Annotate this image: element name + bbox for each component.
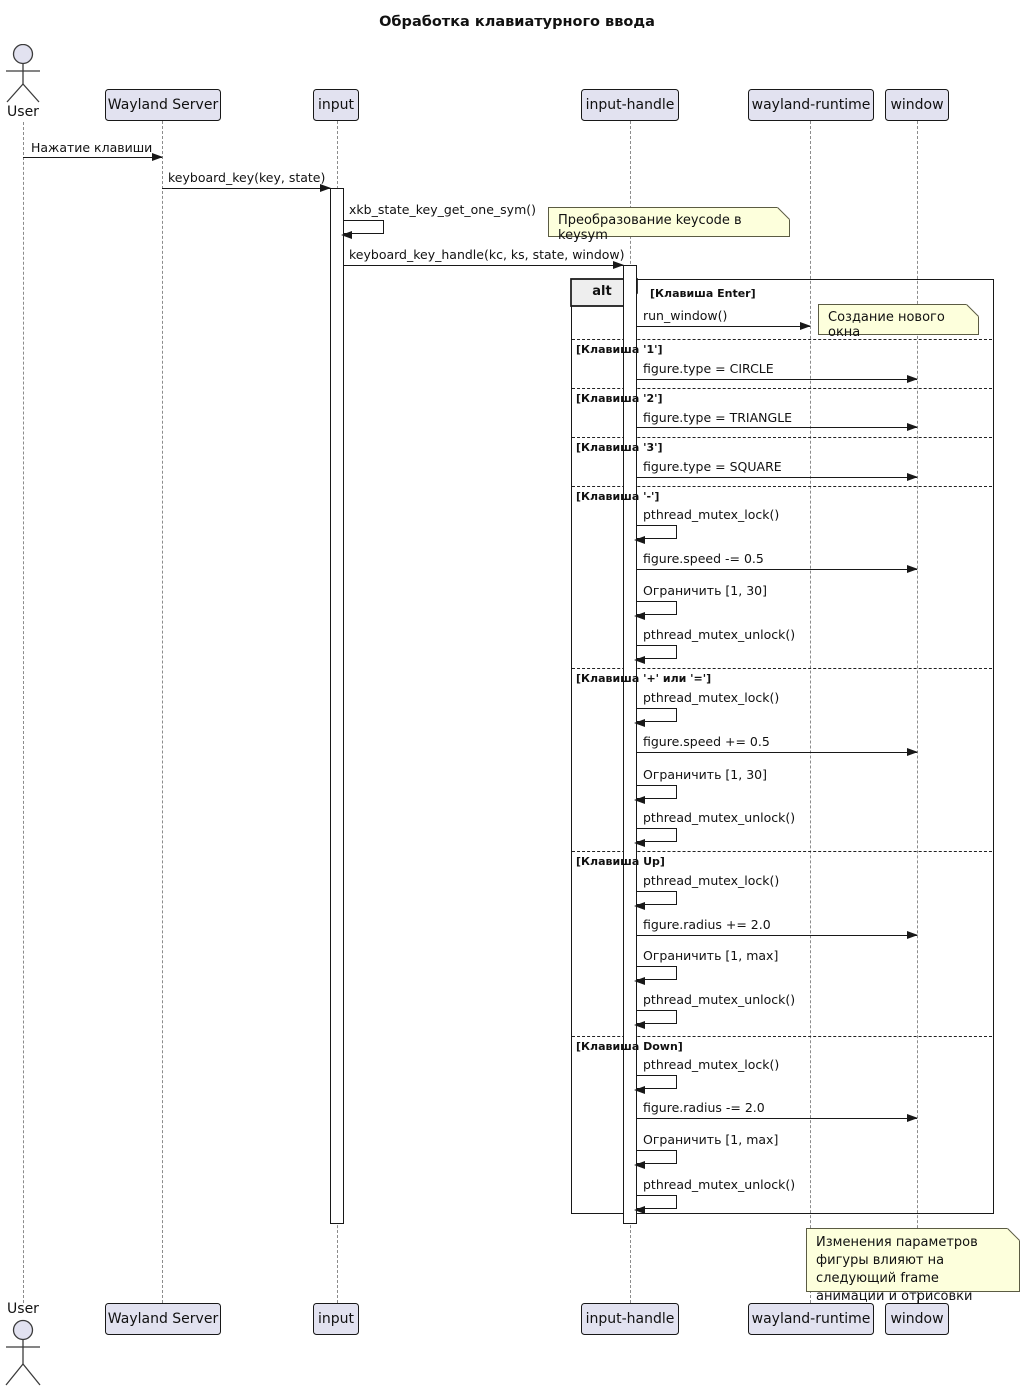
message-key-handle-arrow bbox=[343, 265, 623, 266]
message-figure-triangle-label: figure.type = TRIANGLE bbox=[643, 410, 793, 425]
message-down-lock-self-arrow bbox=[636, 1075, 677, 1089]
message-figure-circle-label: figure.type = CIRCLE bbox=[643, 361, 774, 376]
participant-bottom-wayland-server: Wayland Server bbox=[105, 1303, 221, 1335]
message-down-unlock-label: pthread_mutex_unlock() bbox=[643, 1177, 796, 1192]
actor-figure-top bbox=[0, 44, 46, 104]
message-keyboard-key-label: keyboard_key(key, state) bbox=[168, 170, 326, 185]
message-run-window-label: run_window() bbox=[643, 308, 728, 323]
message-radius-plus-label: figure.radius += 2.0 bbox=[643, 917, 771, 932]
message-up-clamp-label: Ограничить [1, max] bbox=[643, 948, 779, 963]
message-up-unlock-self-arrow bbox=[636, 1010, 677, 1024]
message-xkb-sym-label: xkb_state_key_get_one_sym() bbox=[349, 202, 536, 217]
guard-key-plus: [Клавиша '+' или '='] bbox=[576, 672, 712, 685]
message-speed-minus-arrow bbox=[636, 569, 917, 570]
message-minus-unlock-self-arrow bbox=[636, 645, 677, 659]
message-plus-lock-label: pthread_mutex_lock() bbox=[643, 690, 780, 705]
message-speed-minus-label: figure.speed -= 0.5 bbox=[643, 551, 764, 566]
message-speed-plus-label: figure.speed += 0.5 bbox=[643, 734, 770, 749]
message-figure-square-label: figure.type = SQUARE bbox=[643, 459, 782, 474]
message-up-clamp-self-arrow bbox=[636, 966, 677, 980]
guard-key-down: [Клавиша Down] bbox=[576, 1040, 683, 1053]
message-down-unlock-self-arrow bbox=[636, 1195, 677, 1209]
message-xkb-sym-self-arrow bbox=[343, 220, 384, 234]
participant-top-user: User bbox=[7, 104, 39, 120]
participant-top-window: window bbox=[885, 89, 949, 121]
message-run-window-arrow bbox=[636, 326, 810, 327]
message-figure-square-arrow bbox=[636, 477, 917, 478]
message-minus-lock-label: pthread_mutex_lock() bbox=[643, 507, 780, 522]
message-down-clamp-label: Ограничить [1, max] bbox=[643, 1132, 779, 1147]
note-create-window bbox=[818, 304, 979, 340]
participant-bottom-input-handle: input-handle bbox=[581, 1303, 679, 1335]
message-key-press-arrow bbox=[23, 157, 162, 158]
actor-figure-bottom bbox=[0, 1319, 46, 1388]
message-radius-plus-arrow bbox=[636, 935, 917, 936]
message-plus-clamp-label: Ограничить [1, 30] bbox=[643, 767, 767, 782]
diagram-title: Обработка клавиатурного ввода bbox=[379, 14, 655, 30]
guard-key-3: [Клавиша '3'] bbox=[576, 441, 663, 454]
message-key-handle-label: keyboard_key_handle(kc, ks, state, window) bbox=[349, 247, 625, 262]
guard-key-minus: [Клавиша '-'] bbox=[576, 490, 660, 503]
message-radius-minus-label: figure.radius -= 2.0 bbox=[643, 1100, 765, 1115]
message-figure-circle-arrow bbox=[636, 379, 917, 380]
message-figure-triangle-arrow bbox=[636, 427, 917, 428]
participant-top-wayland-server: Wayland Server bbox=[105, 89, 221, 121]
guard-key-1: [Клавиша '1'] bbox=[576, 343, 663, 356]
activation-bar-input bbox=[330, 188, 344, 1224]
participant-bottom-user: User bbox=[7, 1301, 39, 1317]
guard-enter: [Клавиша Enter] bbox=[650, 287, 756, 300]
participant-bottom-input: input bbox=[313, 1303, 359, 1335]
message-keyboard-key-arrow bbox=[162, 188, 330, 189]
message-down-lock-label: pthread_mutex_lock() bbox=[643, 1057, 780, 1072]
message-up-unlock-label: pthread_mutex_unlock() bbox=[643, 992, 796, 1007]
alt-operator-label: alt bbox=[592, 284, 612, 299]
note-frame-effect bbox=[806, 1228, 1020, 1304]
message-minus-clamp-self-arrow bbox=[636, 601, 677, 615]
note-frame-effect-text: Изменения параметров фигуры влияют на следующий frame анимации и отрисовки bbox=[816, 1235, 978, 1304]
message-plus-unlock-self-arrow bbox=[636, 828, 677, 842]
message-plus-lock-self-arrow bbox=[636, 708, 677, 722]
participant-bottom-wayland-runtime: wayland-runtime bbox=[748, 1303, 874, 1335]
note-keycode-to-keysym-text: Преобразование keycode в keysym bbox=[558, 213, 742, 243]
guard-key-2: [Клавиша '2'] bbox=[576, 392, 663, 405]
participant-top-input-handle: input-handle bbox=[581, 89, 679, 121]
message-up-lock-label: pthread_mutex_lock() bbox=[643, 873, 780, 888]
message-key-press-label: Нажатие клавиши bbox=[31, 140, 153, 155]
message-up-lock-self-arrow bbox=[636, 891, 677, 905]
note-create-window-text: Создание нового окна bbox=[828, 310, 945, 340]
note-keycode-to-keysym bbox=[548, 207, 790, 243]
message-down-clamp-self-arrow bbox=[636, 1150, 677, 1164]
message-radius-minus-arrow bbox=[636, 1118, 917, 1119]
lifeline-wayland-server bbox=[162, 121, 163, 1303]
message-plus-clamp-self-arrow bbox=[636, 785, 677, 799]
participant-bottom-window: window bbox=[885, 1303, 949, 1335]
participant-top-wayland-runtime: wayland-runtime bbox=[748, 89, 874, 121]
message-speed-plus-arrow bbox=[636, 752, 917, 753]
activation-bar-input-handle bbox=[623, 265, 637, 1224]
message-minus-lock-self-arrow bbox=[636, 525, 677, 539]
message-plus-unlock-label: pthread_mutex_unlock() bbox=[643, 810, 796, 825]
guard-key-up: [Клавиша Up] bbox=[576, 855, 665, 868]
lifeline-user bbox=[23, 122, 24, 1303]
message-minus-unlock-label: pthread_mutex_unlock() bbox=[643, 627, 796, 642]
participant-top-input: input bbox=[313, 89, 359, 121]
message-minus-clamp-label: Ограничить [1, 30] bbox=[643, 583, 767, 598]
